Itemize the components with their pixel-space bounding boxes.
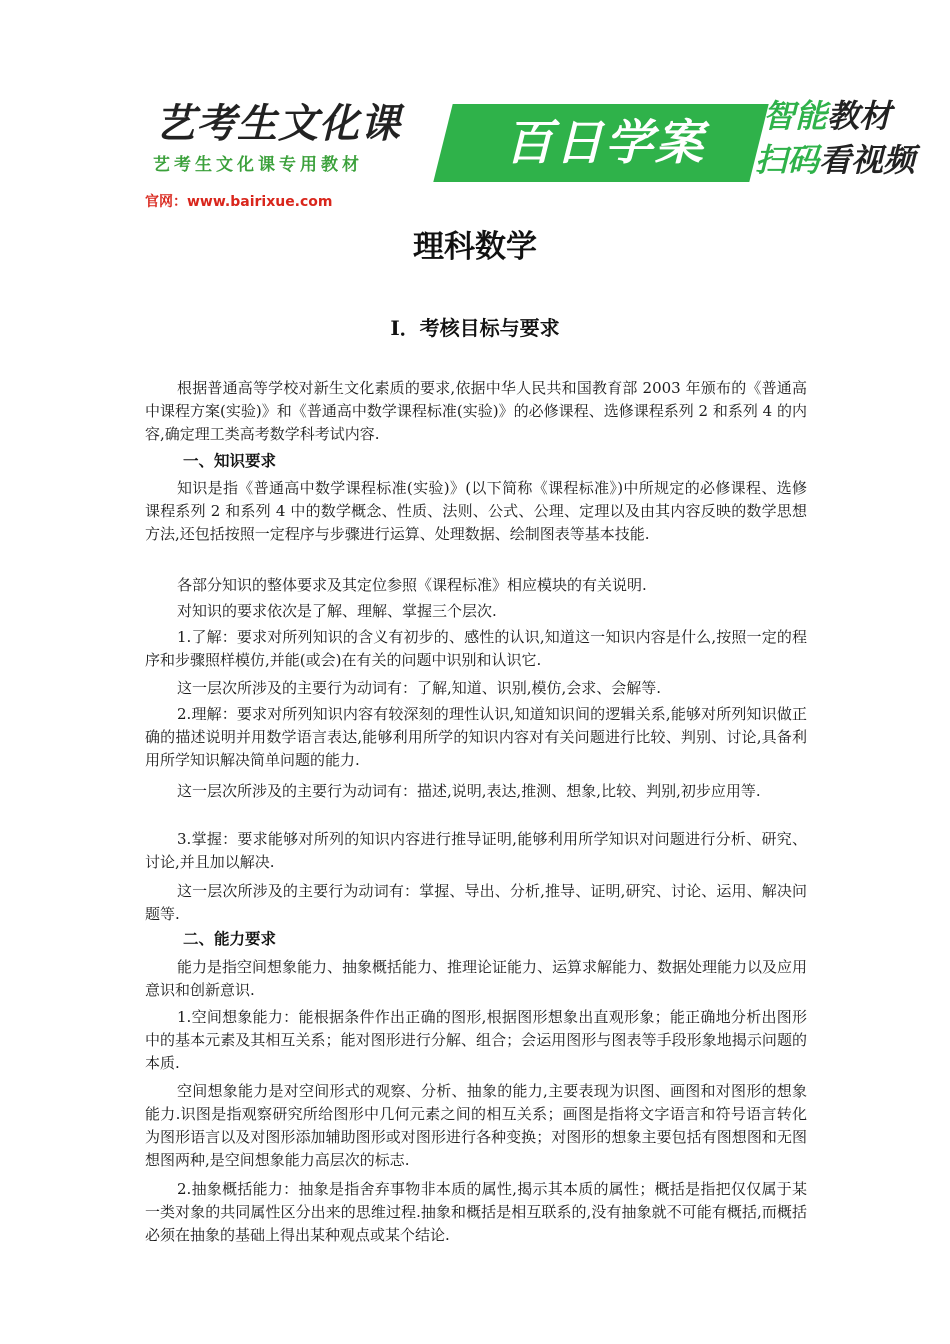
paragraph-text: 这一层次所涉及的主要行为动词有：描述,说明,表达,推测、想象,比较、判别,初步应用等. bbox=[177, 782, 761, 800]
paragraph bbox=[145, 477, 807, 546]
website-link[interactable]: 官网：www.bairixue.com bbox=[145, 194, 333, 210]
paragraph bbox=[145, 956, 807, 1002]
paragraph bbox=[145, 1178, 807, 1247]
paragraph-text: 1.了解：要求对所列知识的含义有初步的、感性的认识,知道这一知识内容是什么,按照一定的程序和步骤照样模仿,并能(或会)在有关的问题中识别和认识它. bbox=[145, 628, 807, 669]
banner-title: 艺考生文化课 bbox=[155, 101, 401, 147]
banner-r2a: 扫码 bbox=[755, 141, 820, 179]
paragraph-text: 1.空间想象能力：能根据条件作出正确的图形,根据图形想象出直观形象；能正确地分析出图形中的基本元素及其相互关系；能对图形进行分解、组合；会运用图形与图表等手段形象地揭示问题的本质. bbox=[145, 1008, 807, 1072]
paragraph bbox=[145, 377, 807, 446]
banner-subtitle: 艺考生文化课专用教材 bbox=[153, 155, 363, 175]
paragraph-text: 3.掌握：要求能够对所列的知识内容进行推导证明,能够利用所学知识对问题进行分析、研究、讨论,并且加以解决. bbox=[145, 830, 807, 871]
subsection-heading: 二、能力要求 bbox=[183, 930, 277, 948]
page-title: 理科数学 bbox=[413, 229, 537, 265]
paragraph bbox=[145, 1080, 807, 1172]
paragraph bbox=[145, 574, 807, 597]
paragraph bbox=[145, 780, 807, 803]
paragraph-text: 根据普通高等学校对新生文化素质的要求,依据中华人民共和国教育部 2003 年颁布的《普通高中课程方案(实验)》和《普通高中数学课程标准(实验)》的必修课程、选修课程系列 2 和系列 4 的内容,确定理工类高考数学科考试内容. bbox=[145, 379, 807, 443]
paragraph bbox=[145, 626, 807, 672]
paragraph bbox=[145, 828, 807, 874]
paragraph-text: 各部分知识的整体要求及其定位参照《课程标准》相应模块的有关说明. bbox=[177, 576, 647, 594]
paragraph-text: 2.理解：要求对所列知识内容有较深刻的理性认识,知道知识间的逻辑关系,能够对所列知识做正确的描述说明并用数学语言表达,能够利用所学的知识内容对有关问题进行比较、判别、讨论,具备利用所学知识解决简单问题的能力. bbox=[145, 705, 807, 769]
paragraph-text: 空间想象能力是对空间形式的观察、分析、抽象的能力,主要表现为识图、画图和对图形的想象能力.识图是指观察研究所给图形中几何元素之间的相互关系；画图是指将文字语言和符号语言转化为图形语言以及对图形添加辅助图形或对图形进行各种变换；对图形的想象主要包括有图想图和无图想图两种,是空间想象能力高层次的标志. bbox=[145, 1082, 807, 1169]
banner-green-text: 百日学案 bbox=[504, 115, 705, 171]
paragraph-text: 这一层次所涉及的主要行为动词有：掌握、导出、分析,推导、证明,研究、讨论、运用、解决问题等. bbox=[145, 882, 807, 923]
paragraph-text: 2.抽象概括能力：抽象是指舍弃事物非本质的属性,揭示其本质的属性；概括是指把仅仅属于某一类对象的共同属性区分出来的思维过程.抽象和概括是相互联系的,没有抽象就不可能有概括,而概括必须在抽象的基础上得出某种观点或某个结论. bbox=[145, 1180, 807, 1244]
banner-r2b: 看视频 bbox=[819, 141, 916, 179]
paragraph bbox=[145, 703, 807, 772]
paragraph-text: 这一层次所涉及的主要行为动词有：了解,知道、识别,模仿,会求、会解等. bbox=[177, 679, 662, 697]
subsection-heading: 一、知识要求 bbox=[183, 452, 277, 470]
paragraph bbox=[145, 1006, 807, 1075]
header-banner bbox=[145, 92, 935, 192]
paragraph-text: 知识是指《普通高中数学课程标准(实验)》(以下简称《课程标准》)中所规定的必修课程、选修课程系列 2 和系列 4 中的数学概念、性质、法则、公式、公理、定理以及由其内容反映的数学思想方法,还包括按照一定程序与步骤进行运算、处理数据、绘制图表等基本技能. bbox=[145, 479, 807, 543]
banner-r1b: 教材 bbox=[827, 97, 892, 135]
banner-r1a: 智能 bbox=[763, 97, 828, 135]
paragraph bbox=[145, 600, 807, 623]
paragraph bbox=[145, 880, 807, 926]
section-heading: I．考核目标与要求 bbox=[390, 316, 560, 340]
paragraph bbox=[145, 677, 807, 700]
banner-right-line-1 bbox=[763, 96, 891, 136]
paragraph-text: 对知识的要求依次是了解、理解、掌握三个层次. bbox=[177, 602, 497, 620]
paragraph-text: 能力是指空间想象能力、抽象概括能力、推理论证能力、运算求解能力、数据处理能力以及应用意识和创新意识. bbox=[145, 958, 808, 999]
banner-right-line-2 bbox=[755, 140, 915, 180]
